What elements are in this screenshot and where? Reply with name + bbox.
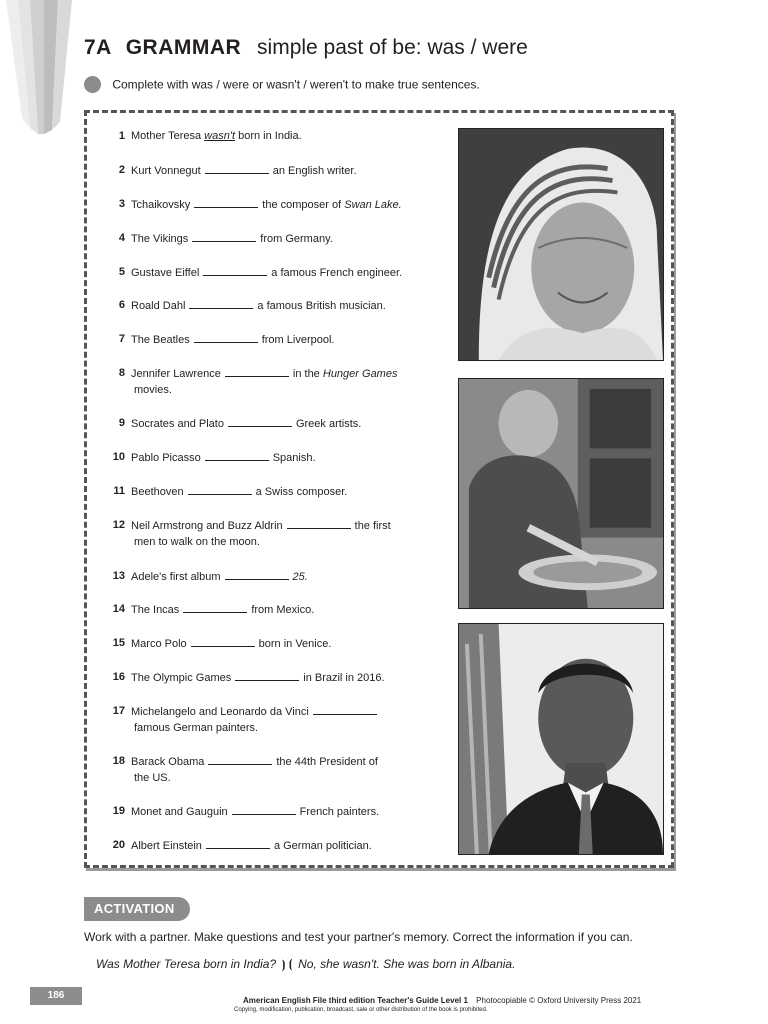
sentence-subject: Socrates and Plato	[131, 418, 224, 430]
sentence-rest: a famous British musician.	[257, 300, 386, 312]
sentence-subject: Neil Armstrong and Buzz Aldrin	[131, 520, 283, 532]
sentence-subject: Mother Teresa	[131, 130, 202, 142]
decorative-fan	[0, 0, 80, 140]
sentence-text	[131, 568, 308, 586]
sentence-number: 6	[118, 299, 125, 311]
sentence-rest: born in India.	[238, 130, 302, 142]
answer-blank[interactable]	[225, 568, 289, 580]
sentence-number: 17	[112, 705, 125, 717]
sentence-text	[131, 449, 316, 467]
sentence-number: 19	[112, 805, 125, 817]
answer-blank[interactable]	[232, 803, 296, 815]
answer-blank[interactable]	[191, 635, 255, 647]
sentence-continuation: the US.	[134, 772, 171, 784]
sentence-subject: Marco Polo	[131, 638, 187, 650]
sentence-continuation: men to walk on the moon.	[134, 536, 260, 548]
sentence-rest: a German politician.	[273, 840, 372, 852]
sentence-text	[131, 128, 302, 145]
sentence-subject: The Beatles	[131, 334, 190, 346]
sentence-rest: a famous French engineer.	[271, 267, 403, 279]
sentence-subject: Tchaikovsky	[131, 199, 191, 211]
sentence-number: 10	[112, 451, 125, 463]
sentence-subject: Albert Einstein	[131, 840, 202, 852]
sentence-number: 8	[118, 367, 125, 379]
sentence-text	[131, 415, 361, 433]
sentence-subject: Michelangelo and Leonardo da Vinci	[131, 706, 309, 718]
answer-blank[interactable]	[225, 365, 289, 377]
sentence-number: 5	[118, 266, 125, 278]
sentence-text	[131, 601, 314, 619]
example-question: Was Mother Teresa born in India?	[96, 957, 277, 971]
unit-topic: simple past of be: was / were	[257, 36, 528, 59]
sentence-subject: Pablo Picasso	[131, 452, 201, 464]
sentence-text	[131, 162, 357, 180]
sentence-number: 3	[118, 198, 125, 210]
sentence-number: 11	[113, 485, 125, 497]
sentence-text	[131, 331, 334, 349]
answer-blank[interactable]	[183, 601, 247, 613]
sentence-text	[131, 635, 331, 653]
sentence-text	[131, 365, 397, 383]
sentence-subject: The Vikings	[131, 233, 189, 245]
answer-blank[interactable]	[192, 230, 256, 242]
sentence-rest: an English writer.	[272, 165, 357, 177]
sentence-number: 12	[112, 519, 125, 531]
sentence-text	[131, 517, 391, 535]
sentence-number: 4	[118, 232, 125, 244]
sentence-list	[87, 113, 447, 865]
example-answer: No, she wasn't. She was born in Albania.	[298, 957, 516, 971]
answer-blank[interactable]	[228, 415, 292, 427]
answer-blank[interactable]	[206, 837, 270, 849]
answer-blank[interactable]	[235, 669, 299, 681]
sentence-rest: French painters.	[299, 806, 380, 818]
instruction-text: Complete with was / were or wasn't / weren't to make true sentences.	[112, 77, 480, 92]
sentence-text	[131, 264, 402, 282]
footer-credits	[243, 996, 641, 1005]
page-number: 186	[30, 987, 82, 1005]
sentence-rest: the 44th President of	[276, 756, 378, 768]
exercise-box	[84, 110, 674, 868]
sentence-subject: The Incas	[131, 604, 180, 616]
sentence-number: 18	[112, 755, 125, 767]
sentence-title-italic: 25.	[292, 571, 308, 583]
sentence-continuation: famous German painters.	[134, 722, 259, 734]
answer-blank[interactable]	[208, 753, 272, 765]
sentence-number: 20	[112, 839, 125, 851]
sentence-rest: Greek artists.	[295, 418, 362, 430]
speech-bubble-icon: ⦘ ⦗	[281, 957, 293, 971]
sentence-title-italic: Hunger Games	[322, 368, 398, 380]
sentence-number: 16	[112, 671, 125, 683]
sentence-subject: Beethoven	[131, 486, 184, 498]
exercise-instruction	[84, 76, 480, 93]
sentence-subject: Kurt Vonnegut	[131, 165, 201, 177]
sentence-continuation: movies.	[134, 384, 172, 396]
footer-notice: Copying, modification, publication, broadcast, sale or other distribution of the book is prohibited.	[234, 1007, 488, 1013]
sentence-text	[131, 837, 372, 855]
sentence-text	[131, 669, 385, 687]
sentence-subject: Jennifer Lawrence	[131, 368, 221, 380]
sentence-text	[131, 483, 347, 501]
sentence-subject: Barack Obama	[131, 756, 205, 768]
sentence-rest: Spanish.	[272, 452, 316, 464]
sentence-rest: from Liverpool.	[261, 334, 335, 346]
sentence-answer: wasn't	[204, 130, 236, 142]
sentence-rest: the first	[354, 520, 391, 532]
footer-book-title: American English File third edition Teacher's Guide Level 1	[243, 996, 468, 1005]
activation-label: ACTIVATION	[84, 897, 190, 921]
sentence-text	[131, 230, 333, 248]
footer-copyright: Photocopiable © Oxford University Press 2021	[476, 996, 642, 1005]
unit-title	[84, 36, 528, 60]
sentence-subject: Monet and Gauguin	[131, 806, 228, 818]
activation-text: Work with a partner. Make questions and test your partner's memory. Correct the information if you can.	[84, 930, 633, 944]
sentence-rest: a Swiss composer.	[255, 486, 348, 498]
sentence-text	[131, 297, 386, 315]
sentence-subject: Adele's first album	[131, 571, 221, 583]
unit-label: GRAMMAR	[125, 36, 242, 59]
sentence-number: 1	[118, 130, 125, 142]
answer-blank[interactable]	[205, 449, 269, 461]
photo-pablo-picasso	[458, 378, 664, 609]
sentence-rest: from Germany.	[260, 233, 333, 245]
bullet-dot-icon	[84, 76, 101, 93]
answer-blank[interactable]	[194, 331, 258, 343]
example-dialogue	[96, 957, 515, 972]
sentence-number: 13	[112, 570, 125, 582]
sentence-text	[131, 753, 378, 771]
sentence-text	[131, 803, 379, 821]
sentence-subject: The Olympic Games	[131, 672, 232, 684]
sentence-number: 9	[118, 417, 125, 429]
sentence-number: 2	[118, 164, 125, 176]
sentence-subject: Gustave Eiffel	[131, 267, 200, 279]
sentence-number: 14	[112, 603, 125, 615]
answer-blank[interactable]	[313, 703, 377, 715]
sentence-number: 7	[118, 333, 125, 345]
sentence-rest: in Brazil in 2016.	[303, 672, 385, 684]
sentence-title-italic: Swan Lake.	[344, 199, 402, 211]
sentence-rest: in the	[292, 368, 320, 380]
sentence-number: 15	[112, 637, 125, 649]
sentence-subject: Roald Dahl	[131, 300, 186, 312]
answer-blank[interactable]	[287, 517, 351, 529]
sentence-rest: from Mexico.	[251, 604, 315, 616]
answer-blank[interactable]	[203, 264, 267, 276]
sentence-text	[131, 703, 381, 721]
sentence-rest: the composer of	[262, 199, 342, 211]
sentence-text	[131, 196, 402, 214]
answer-blank[interactable]	[188, 483, 252, 495]
answer-blank[interactable]	[189, 297, 253, 309]
photo-mother-teresa	[458, 128, 664, 361]
photo-barack-obama	[458, 623, 664, 855]
answer-blank[interactable]	[205, 162, 269, 174]
sentence-rest: born in Venice.	[258, 638, 332, 650]
answer-blank[interactable]	[194, 196, 258, 208]
unit-code: 7A	[84, 36, 112, 59]
